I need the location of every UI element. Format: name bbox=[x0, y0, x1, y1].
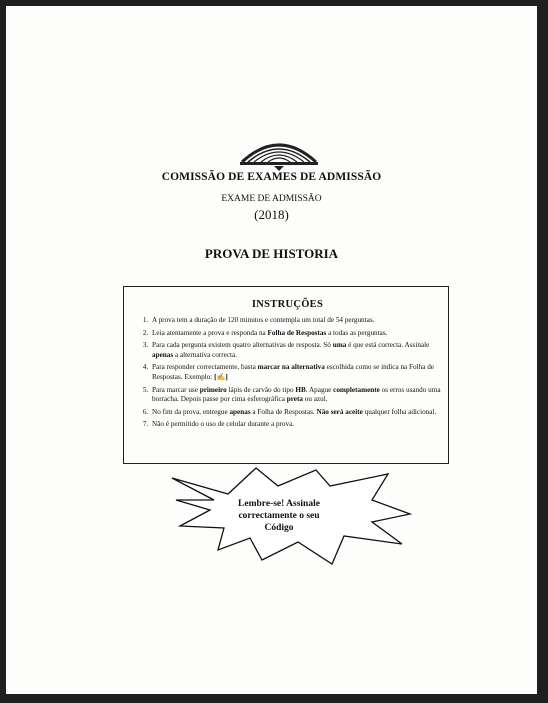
instruction-emphasis: completamente bbox=[333, 385, 380, 394]
instructions-heading: INSTRUÇÕES bbox=[251, 299, 324, 310]
reminder-line-1: Lembre-se! Assinale bbox=[238, 499, 320, 509]
instruction-item bbox=[150, 420, 441, 430]
instruction-item bbox=[150, 363, 441, 382]
instruction-item bbox=[150, 408, 441, 418]
exam-year: (2018) bbox=[254, 207, 289, 222]
university-logo bbox=[234, 130, 324, 174]
reminder-line-2: correctamente o seu bbox=[238, 511, 320, 521]
commission-title: COMISSÃO DE EXAMES DE ADMISSÃO bbox=[161, 171, 382, 183]
instruction-emphasis: uma bbox=[332, 341, 347, 350]
instruction-item bbox=[150, 386, 441, 405]
instruction-text: Para marcar use bbox=[152, 385, 200, 394]
instructions-list bbox=[134, 316, 441, 430]
instruction-emphasis: marcar na alternativa bbox=[257, 363, 325, 372]
exam-page bbox=[6, 6, 537, 694]
reminder-text bbox=[214, 498, 344, 534]
instruction-text: Para cada pergunta existem quatro alternativas de resposta. Só bbox=[152, 341, 333, 350]
instruction-emphasis: HB bbox=[295, 385, 306, 394]
prova-title: PROVA DE HISTORIA bbox=[204, 246, 339, 261]
instruction-text: a Folha de Respostas. bbox=[250, 407, 317, 416]
reminder-line-3: Código bbox=[264, 523, 294, 533]
instruction-text: os erros usando uma borracha. Depois passe por cima esferográfica bbox=[152, 385, 441, 404]
instruction-emphasis: [✍] bbox=[214, 372, 228, 381]
instruction-text: No fim da prova, entregue bbox=[152, 407, 230, 416]
instruction-emphasis: preta bbox=[286, 395, 303, 404]
instruction-item bbox=[150, 329, 441, 339]
instruction-text: qualquer folha adicional. bbox=[362, 407, 437, 416]
instruction-text: . Apague bbox=[305, 385, 334, 394]
instruction-text: Não é permitido o uso de celular durante a prova. bbox=[152, 420, 295, 429]
instruction-text: a todas as perguntas. bbox=[326, 328, 388, 337]
instruction-text: Leia atentamente a prova e responda na bbox=[152, 328, 268, 337]
instruction-emphasis: apenas bbox=[229, 407, 251, 416]
instruction-text: escolhida como se indica na Folha de Respostas. Exemplo: bbox=[152, 363, 434, 381]
instruction-text: é que está correcta. Assinale bbox=[346, 341, 430, 350]
instruction-emphasis: Não será aceite bbox=[316, 407, 363, 416]
instruction-text: a alternativa correcta. bbox=[173, 350, 238, 359]
instruction-emphasis: primeiro bbox=[199, 385, 227, 394]
instruction-text: A prova tem a duração de 120 minutos e contempla um total de 54 perguntas. bbox=[152, 316, 375, 324]
instruction-text: Para responder correctamente, basta bbox=[152, 363, 258, 372]
instructions-box bbox=[123, 286, 449, 464]
instruction-item bbox=[150, 341, 441, 360]
instruction-item bbox=[150, 316, 441, 326]
exam-label: EXAME DE ADMISSÃO bbox=[221, 194, 322, 204]
instruction-text: lápis de carvão do tipo bbox=[226, 385, 296, 394]
instruction-emphasis: apenas bbox=[152, 350, 174, 359]
instruction-text: ou azul. bbox=[302, 395, 328, 404]
instruction-emphasis: Folha de Respostas bbox=[267, 328, 327, 337]
